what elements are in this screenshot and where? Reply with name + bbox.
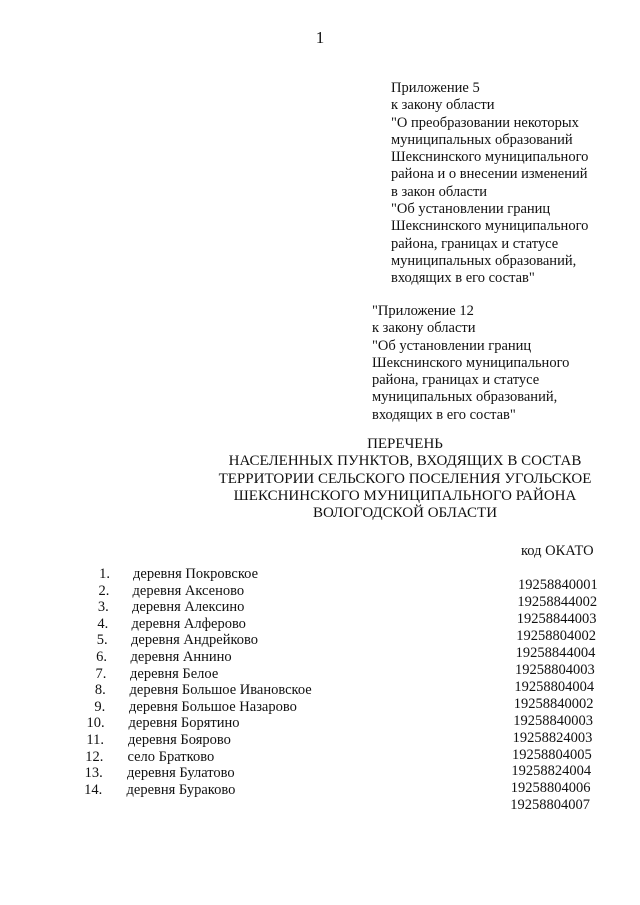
title-line: НАСЕЛЕННЫХ ПУНКТОВ, ВХОДЯЩИХ В СОСТАВ	[228, 453, 582, 470]
appendix-12-line: к закону области	[372, 320, 476, 337]
okato-code: 19258804004	[514, 678, 595, 695]
document-title	[130, 436, 640, 522]
okato-code: 19258804006	[510, 780, 591, 797]
appendix-5-line: муниципальных образований,	[391, 252, 577, 269]
okato-code: 19258844002	[517, 593, 598, 610]
list-item-number: 7.	[95, 665, 107, 682]
appendix-5-line: к закону области	[391, 97, 495, 114]
okato-code: 19258804005	[512, 746, 592, 763]
list-item-number: 2.	[98, 582, 110, 599]
settlement-name: деревня Покровское	[133, 566, 259, 582]
appendix-12-line: района, границах и статусе	[372, 372, 540, 389]
appendix-12-line: муниципальных образований,	[372, 389, 558, 406]
settlement-name: деревня Андрейково	[131, 632, 259, 649]
list-item-number: 1.	[99, 566, 110, 582]
appendix-5-line: "Об установлении границ	[391, 201, 551, 218]
appendix-12-line: Шекснинского муниципального	[372, 354, 570, 371]
title-line: ТЕРРИТОРИИ СЕЛЬСКОГО ПОСЕЛЕНИЯ УГОЛЬСКОЕ	[218, 470, 592, 487]
list-item-number: 6.	[96, 649, 107, 665]
appendix-12-line: "Приложение 12	[372, 303, 474, 319]
title-line: ВОЛОГОДСКОЙ ОБЛАСТИ	[312, 505, 498, 522]
okato-code: 19258824003	[512, 729, 593, 746]
list-item	[0, 781, 640, 814]
settlement-name: деревня Белое	[130, 665, 219, 682]
settlement-name: деревня Борятино	[128, 715, 240, 732]
list-item-number: 9.	[94, 698, 106, 715]
settlement-name: село Братково	[127, 748, 215, 765]
okato-code-header: код ОКАТО	[521, 543, 594, 559]
okato-code: 19258840003	[513, 712, 593, 729]
okato-code: 19258840002	[513, 695, 594, 712]
appendix-5-line: муниципальных образований	[391, 131, 573, 148]
okato-code: 19258804003	[515, 661, 595, 678]
settlement-name: деревня Аксеново	[132, 582, 245, 599]
okato-code: 19258844003	[516, 610, 597, 627]
list-item-number: 11.	[86, 732, 104, 748]
list-item-number: 13.	[84, 765, 103, 782]
settlement-name: деревня Бураково	[126, 781, 236, 798]
appendix-5-line: "О преобразовании некоторых	[391, 114, 579, 131]
list-item-number: 5.	[96, 632, 108, 649]
settlement-name: деревня Алексино	[132, 599, 245, 616]
settlement-name: деревня Аннино	[130, 649, 232, 665]
list-item-number: 12.	[85, 748, 104, 765]
list-item-number: 4.	[97, 615, 109, 632]
list-item-number: 14.	[84, 781, 103, 798]
appendix-12-reference	[372, 303, 569, 424]
okato-code: 19258824004	[511, 763, 592, 780]
title-line: ШЕКСНИНСКОГО МУНИЦИПАЛЬНОГО РАЙОНА	[233, 487, 577, 504]
okato-code: 19258804007	[510, 797, 590, 814]
appendix-5-reference	[391, 80, 588, 288]
settlement-name: деревня Алферово	[131, 615, 246, 632]
appendix-5-line: Шекснинского муниципального	[391, 218, 589, 235]
okato-code: 19258844004	[515, 644, 596, 661]
appendix-5-line: в закон области	[391, 183, 488, 200]
okato-code: 19258840001	[518, 577, 598, 593]
okato-code: 19258804002	[516, 627, 596, 644]
appendix-12-line: "Об установлении границ	[372, 337, 532, 354]
appendix-12-line: входящих в его состав"	[372, 406, 516, 423]
settlement-name: деревня Булатово	[127, 765, 235, 782]
appendix-5-line: района и о внесении изменений	[391, 166, 588, 183]
appendix-5-line: Шекснинского муниципального	[391, 149, 589, 166]
appendix-5-line: Приложение 5	[391, 80, 480, 96]
settlement-name: деревня Боярово	[128, 732, 231, 748]
settlement-name: деревня Большое Назарово	[129, 698, 297, 715]
list-item-number: 10.	[86, 715, 105, 732]
list-item-number: 8.	[94, 682, 106, 699]
settlement-name: деревня Большое Ивановское	[129, 682, 312, 699]
appendix-5-line: района, границах и статусе	[391, 235, 559, 252]
appendix-5-line: входящих в его состав"	[391, 270, 535, 287]
page-number: 1	[315, 28, 325, 47]
list-item-number: 3.	[97, 599, 109, 616]
title-line: ПЕРЕЧЕНЬ	[367, 436, 443, 452]
